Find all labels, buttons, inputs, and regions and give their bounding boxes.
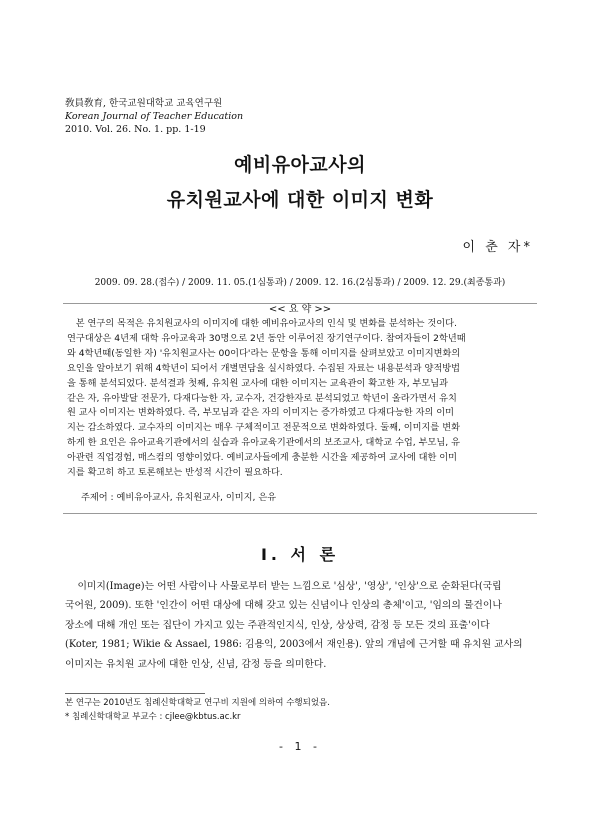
summary-heading: << 요 약 >> (261, 304, 339, 315)
journal-name-english: Korean Journal of Teacher Education (65, 111, 244, 122)
keywords: 주제어 : 예비유아교사, 유치원교사, 이미지, 은유 (81, 492, 277, 503)
body-line: 이미지(Image)는 어떤 사람이나 사물로부터 받는 느낌으로 '심상', '영상', '인상'으로 순화된다(국립 (65, 581, 502, 592)
page-number: - 1 - (279, 740, 321, 753)
abstract-line: 지는 감소하였다. 교수자의 이미지는 매우 구체적이고 전문적으로 변화하였다. 둘째, 이미지를 변화 (67, 422, 460, 434)
abstract-line: 아관련 직업경험, 매스컴의 영향이었다. 예비교사들에게 충분한 시간을 제공하여 교사에 대한 이미 (67, 452, 458, 464)
abstract-line: 원 교사 이미지는 변화하였다. 즉, 부모님과 같은 자의 이미지는 증가하였고 다재다능한 자의 이미 (67, 407, 455, 419)
body-line: 국어원, 2009). 또한 '인간이 어떤 대상에 대해 갖고 있는 신념이나 인상의 총체'이고, '임의의 물건이나 (65, 600, 502, 612)
abstract-line: 본 연구의 목적은 유치원교사의 이미지에 대한 예비유아교사의 인식 및 변화를 분석하는 것이다. (67, 318, 457, 329)
body-text (65, 577, 535, 674)
body-line: (Koter, 1981; Wikie & Assael, 1986: 김용익, 2003에서 재인용). 앞의 개념에 근거할 때 유치원 교사의 (65, 639, 523, 651)
summary-heading-wrap (0, 297, 600, 316)
section-heading: Ⅰ. 서 론 (260, 545, 340, 564)
body-line: 이미지는 유치원 교사에 대한 인상, 신념, 감정 등을 의미한다. (65, 658, 327, 670)
abstract-line: 지를 확고히 하고 토론해보는 반성적 시간이 필요하다. (67, 467, 283, 479)
abstract (67, 317, 535, 481)
abstract-line: 요인을 알아보기 위해 4학년이 되어서 개별면담을 실시하였다. 수집된 자료는 내용분석과 양적방법 (67, 362, 460, 374)
body-line: 장소에 대해 개인 또는 집단이 가지고 있는 주관적인지식, 인상, 상상력, 감정 등 모든 것의 표출'이다 (65, 619, 490, 631)
author-name: 이 춘 자* (462, 240, 533, 255)
abstract-line: 을 통해 분석되었다. 분석결과 첫째, 유치원 교사에 대한 이미지는 교육관이 확고한 자, 부모님과 (67, 377, 449, 389)
abstract-line: 하게 한 요인은 유아교육기관에서의 실습과 유아교육기관에서의 보조교사, 대학교 수업, 부모님, 유 (67, 437, 460, 449)
abstract-line: 같은 자, 유아발달 전문가, 다재다능한 자, 교수자, 건강한자로 분석되었고 학년이 올라가면서 유치 (67, 392, 457, 404)
abstract-line: 연구대상은 4년제 대학 유아교육과 30명으로 2년 동안 이루어진 장기연구이다. 참여자들이 2학년때 (67, 332, 466, 344)
journal-name-korean: 敎員敎育, 한국교원대학교 교육연구원 (65, 98, 223, 109)
journal-issue: 2010. Vol. 26. No. 1. pp. 1-19 (65, 124, 206, 135)
paper-title-line-2: 유치원교사에 대한 이미지 변화 (166, 189, 434, 211)
journal-header (65, 97, 545, 136)
review-dates: 2009. 09. 28.(접수) / 2009. 11. 05.(1심통과) / 2009. 12. 16.(2심통과) / 2009. 12. 29.(최종통과) (94, 278, 506, 288)
footnote-rule (65, 693, 205, 694)
paper-title-line-1: 예비유아교사의 (234, 154, 366, 176)
footnote-author: * 침례신학대학교 부교수 : cjlee@kbtus.ac.kr (65, 712, 241, 722)
footnotes (65, 696, 330, 724)
abstract-line: 와 4학년때(동일한 자) '유치원교사는 00이다'라는 문항을 통해 이미지를 살펴보았고 이미지변화의 (67, 347, 461, 359)
footnote-funding: 본 연구는 2010년도 침례신학대학교 연구비 지원에 의하여 수행되었음. (65, 698, 330, 708)
summary-bottom-rule (63, 513, 537, 514)
